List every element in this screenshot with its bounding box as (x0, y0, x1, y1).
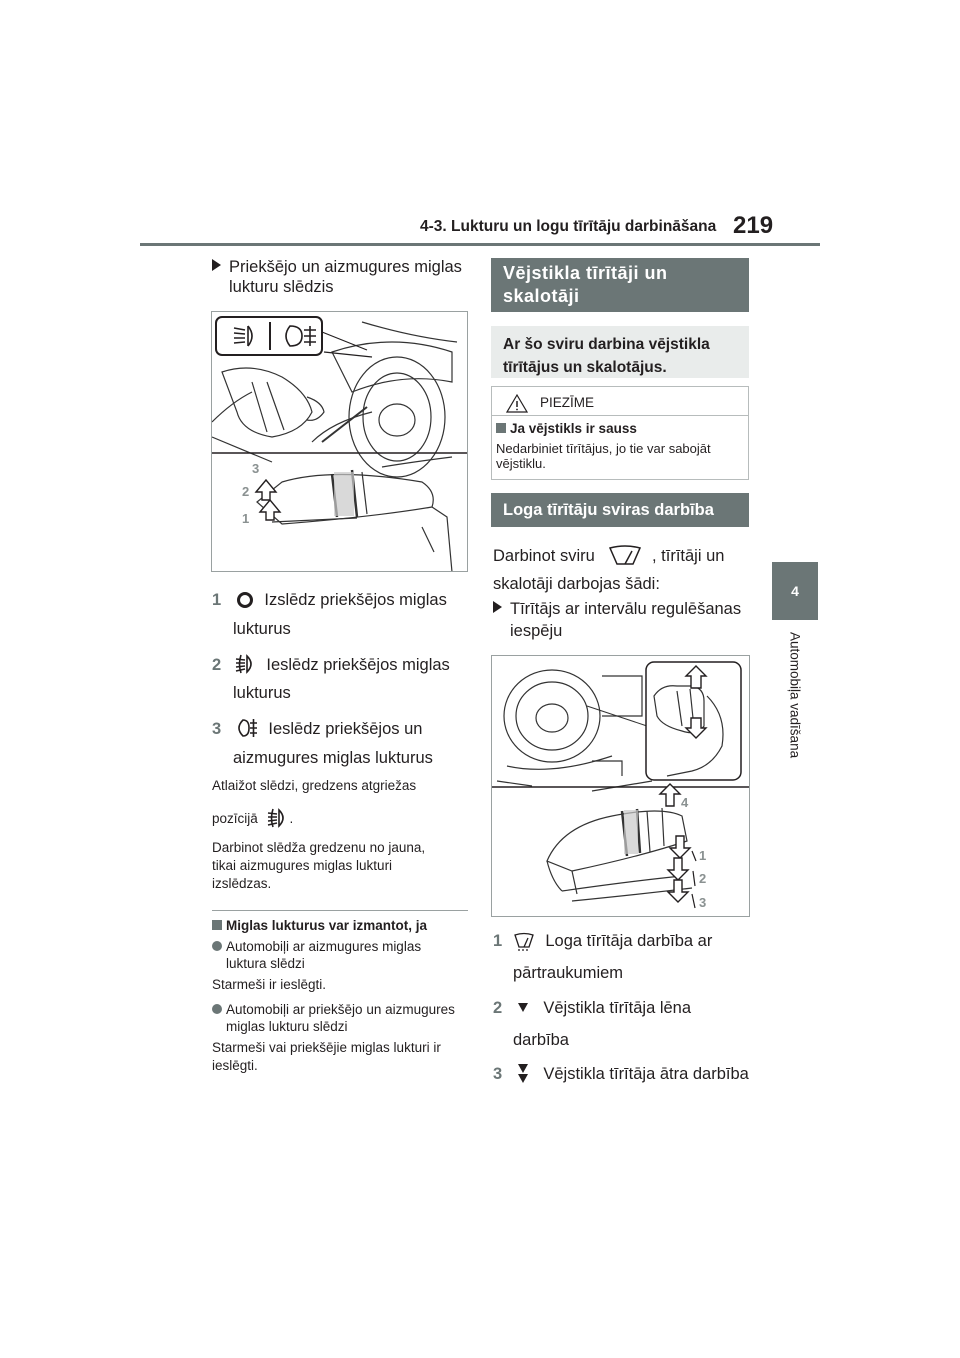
bullet-triangle-icon (212, 259, 221, 271)
notice-label: PIEZĪME (540, 395, 595, 410)
section-title: Vējstikla tīrītāji un skalotāji (491, 258, 749, 312)
interval-bullet-line2: iespēju (510, 622, 563, 640)
rear-fog-icon (234, 717, 258, 739)
condition-1-line2: luktura slēdzi (226, 956, 305, 971)
condition-1-text: Starmeši ir ieslēgti. (212, 977, 327, 992)
circle-bullet-icon (212, 941, 222, 951)
fog-off-icon (236, 591, 254, 609)
section-header: 4-3. Lukturu un logu tīrītāju darbināšana (420, 218, 717, 235)
divider (212, 910, 468, 911)
fog-switch-heading-line2: lukturu slēdzis (229, 278, 334, 296)
again-text-3: izslēdzas. (212, 876, 272, 891)
sub-title: Loga tīrītāju sviras darbība (491, 493, 749, 527)
wiper-int-icon (513, 931, 535, 951)
square-bullet-icon (496, 423, 506, 433)
fog-item-3: 3 Ieslēdz priekšējos un (212, 717, 422, 740)
release-text-line2: pozīcijā . (212, 807, 293, 829)
notice-box (491, 386, 749, 480)
fog-switch-heading: Priekšējo un aizmugures miglas (212, 256, 462, 278)
fig2-label-3: 3 (699, 895, 707, 910)
notice-heading: Ja vējstikls ir sauss (496, 420, 637, 437)
condition-1: Automobiļi ar aizmugures miglas (212, 938, 421, 955)
notice-divider (492, 415, 748, 416)
fig2-label-4: 4 (681, 795, 689, 810)
interval-bullet: Tīrītājs ar intervālu regulēšanas (493, 598, 741, 620)
lead-box: Ar šo sviru darbina vējstikla tīrītājus un skalotājus. (491, 326, 749, 378)
wiper-icon (607, 543, 643, 567)
circle-bullet-icon (212, 1004, 222, 1014)
again-text-1: Darbinot slēdža gredzenu no jauna, (212, 840, 426, 855)
fig1-label-2: 2 (242, 484, 250, 499)
fig2-label-1: 1 (699, 848, 707, 863)
header-rule (140, 243, 820, 246)
condition-2-text-2: ieslēgti. (212, 1058, 258, 1073)
notice-text: Nedarbiniet tīrītājus, jo tie var sabojāt vējstiklu. (496, 441, 711, 471)
fog-item-2: 2 Ieslēdz priekšējos miglas (212, 653, 450, 676)
wiper-lever-figure (491, 655, 750, 917)
condition-2-line2: miglas lukturu slēdzi (226, 1019, 348, 1034)
condition-2: Automobiļi ar priekšējo un aizmugures (212, 1001, 455, 1018)
square-bullet-icon (212, 920, 222, 930)
chapter-label: Automobiļa vadīšana (787, 632, 803, 759)
front-fog-icon (234, 653, 256, 675)
fog-item-3-line2: aizmugures miglas lukturus (233, 749, 433, 767)
warning-triangle-icon (506, 393, 528, 413)
again-text-2: tikai aizmugures miglas lukturi (212, 858, 393, 873)
fig2-label-2: 2 (699, 871, 707, 886)
release-text: Atlaižot slēdzi, gredzens atgriežas (212, 778, 417, 793)
wiper-item-2-line2: darbība (513, 1031, 569, 1049)
chapter-tab: 4 (772, 562, 818, 620)
fog-item-1: 1 Izslēdz priekšējos miglas (212, 591, 447, 609)
chapter-label-wrap (786, 632, 804, 792)
intro-text-line2: skalotāji darbojas šādi: (493, 575, 660, 593)
wiper-item-3: 3 Vējstikla tīrītāja ātra darbība (493, 1065, 749, 1083)
wiper-item-2: 2 Vējstikla tīrītāja lēna (493, 999, 692, 1017)
conditions-heading: Miglas lukturus var izmantot, ja (212, 917, 427, 934)
page-number: 219 (733, 212, 774, 239)
down-arrow-icon (517, 1001, 529, 1013)
front-fog-icon (266, 807, 288, 829)
condition-2-text-1: Starmeši vai priekšējie miglas lukturi ir (212, 1040, 441, 1055)
bullet-triangle-icon (493, 601, 502, 613)
fog-item-1-line2: lukturus (233, 620, 291, 638)
wiper-item-1: 1 Loga tīrītāja darbība ar (493, 932, 713, 950)
fig1-label-3: 3 (252, 461, 260, 476)
wiper-item-1-line2: pārtraukumiem (513, 964, 624, 982)
fig1-label-1: 1 (242, 511, 250, 526)
double-down-arrow-icon (517, 1063, 529, 1085)
intro-text: Darbinot sviru , tīrītāji un (493, 543, 724, 567)
fog-item-2-line2: lukturus (233, 684, 291, 702)
fog-switch-figure (211, 311, 468, 572)
